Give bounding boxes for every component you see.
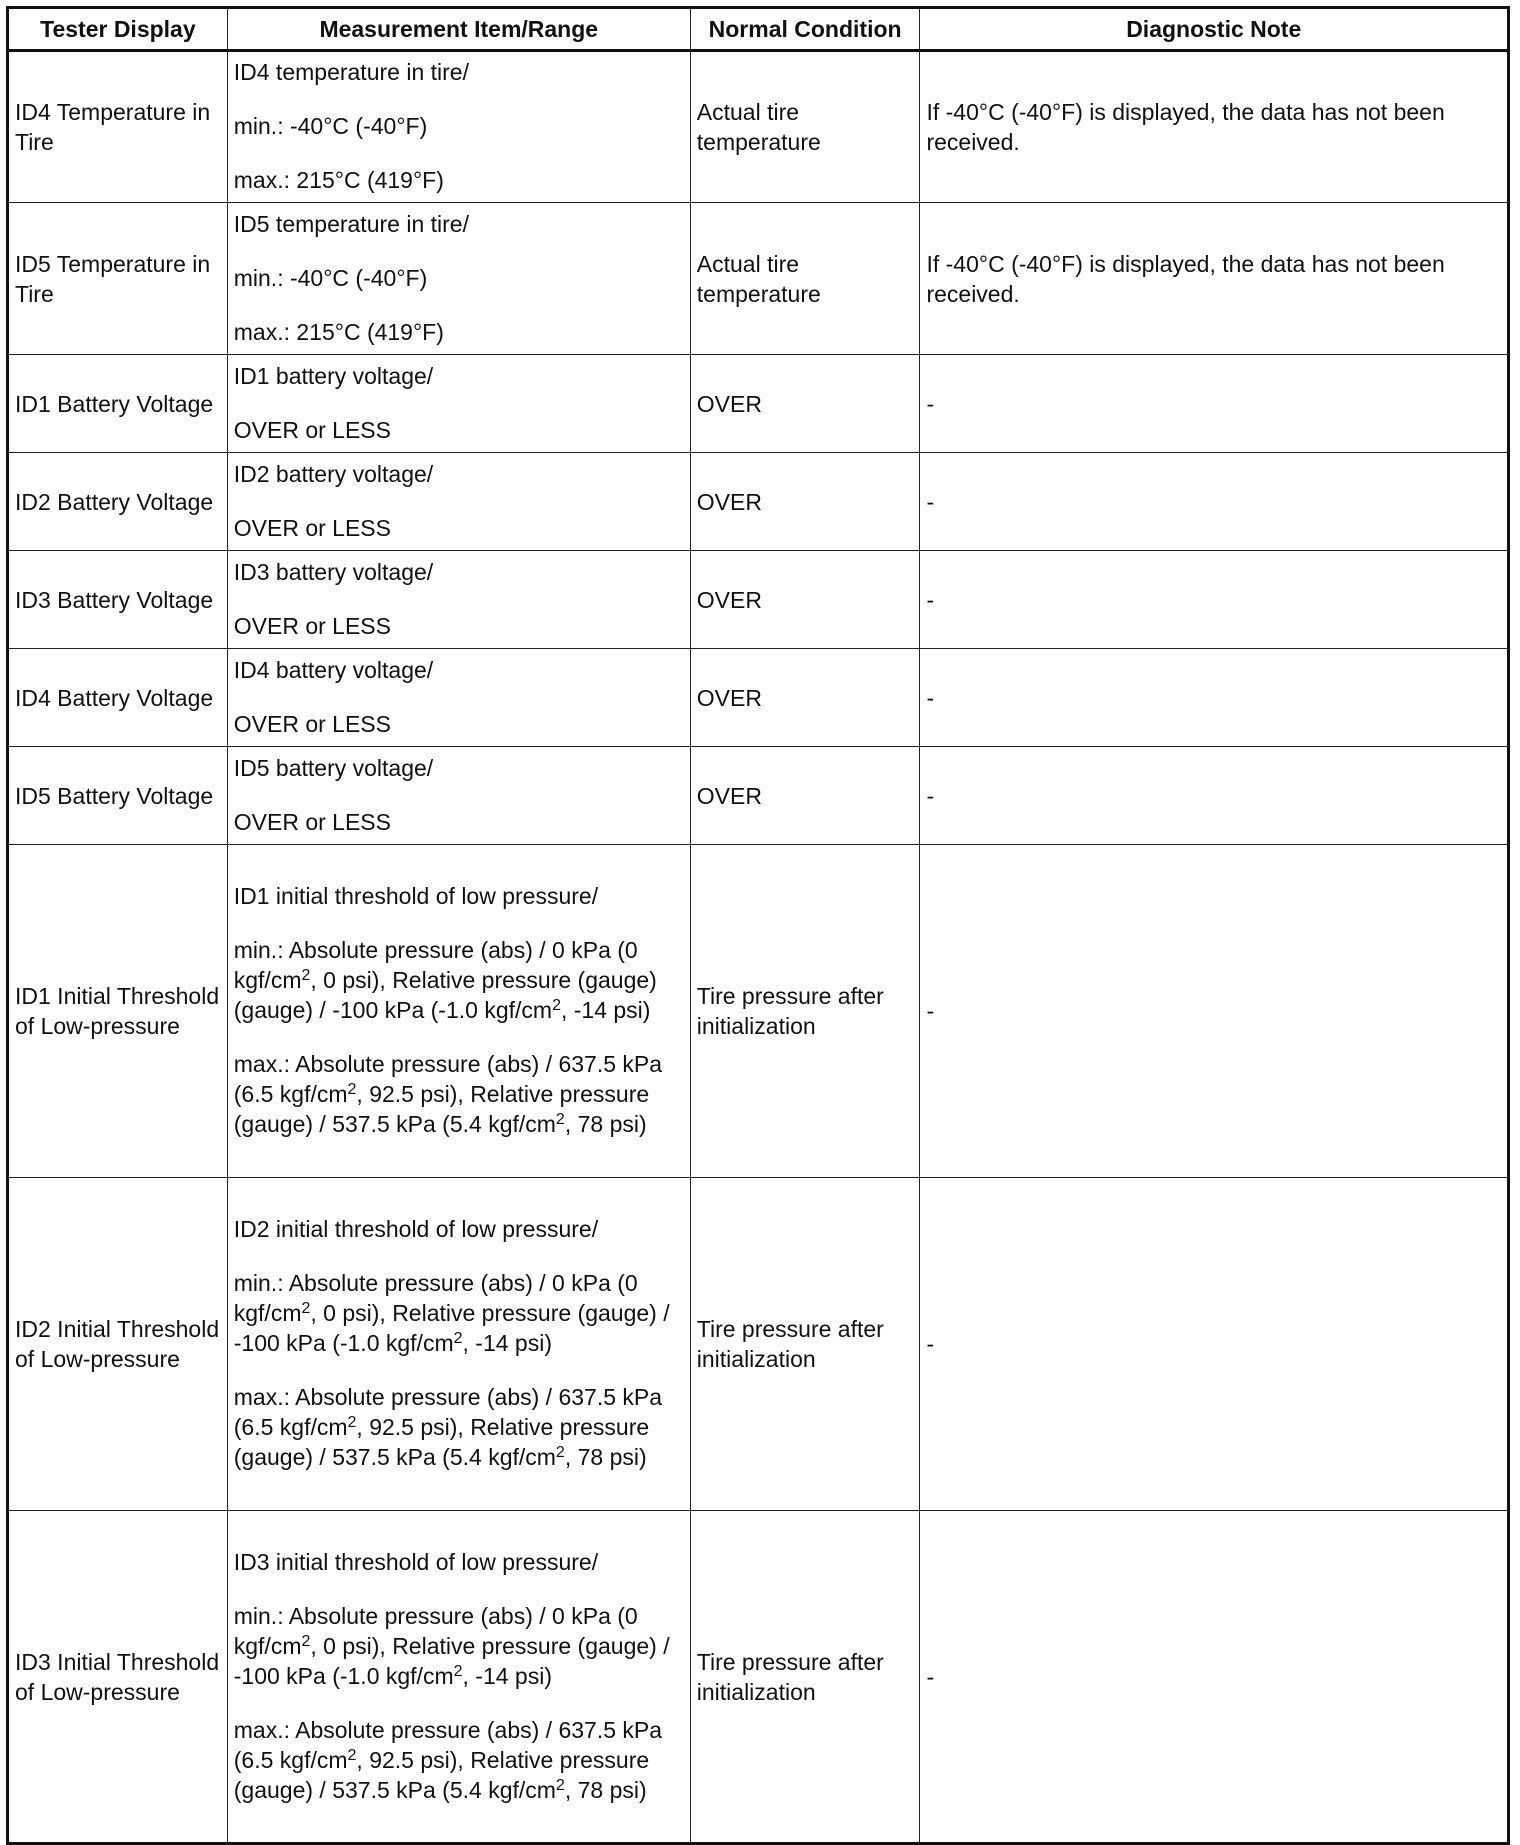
normal-condition-cell: OVER (690, 551, 920, 649)
diagnostic-note-cell: - (920, 649, 1509, 747)
tester-display-cell: ID5 Battery Voltage (8, 747, 228, 845)
diagnostic-note-cell: If -40°C (-40°F) is displayed, the data has not been received. (920, 51, 1509, 203)
range-line: ID3 initial threshold of low pressure/ (233, 1548, 599, 1575)
range-max: max.: 215°C (419°F) (233, 167, 444, 193)
table-row (8, 1511, 1509, 1844)
table-row (8, 355, 1509, 453)
table-row (8, 649, 1509, 747)
range-min: min.: -40°C (-40°F) (233, 113, 428, 139)
range-line: ID2 initial threshold of low pressure/ (233, 1216, 599, 1242)
normal-condition-cell: OVER (690, 649, 920, 747)
range-line: ID4 temperature in tire/ (233, 59, 469, 85)
range-line: ID3 battery voltage/ (233, 558, 434, 585)
range-line: ID5 temperature in tire/ (233, 210, 469, 237)
range-cell (227, 51, 690, 203)
header-normal-condition: Normal Condition (690, 8, 920, 51)
normal-condition-cell: OVER (690, 355, 920, 453)
tester-display-cell: ID1 Battery Voltage (8, 355, 228, 453)
range-min: min.: Absolute pressure (abs) / 0 kPa (0 kgf/$cm^2$, 0 psi), Relative pressure (gauge) / -100 kPa (-1.0 kgf/$cm^2$, -14 psi) (233, 1602, 670, 1689)
header-measurement-item: Measurement Item/Range (227, 8, 690, 51)
tester-display-cell: ID1 Initial Threshold of Low-pressure (8, 845, 228, 1178)
range-value: OVER or LESS (233, 514, 391, 541)
normal-condition-cell: OVER (690, 453, 920, 551)
tester-display-cell: ID2 Initial Threshold of Low-pressure (8, 1178, 228, 1511)
range-max: max.: Absolute pressure (abs) / 637.5 kPa (6.5 kgf/$cm^2$, 92.5 psi), Relative pressure (gauge) / 537.5 kPa (5.4 kgf/$cm^2$, 78 psi) (233, 1716, 663, 1803)
tester-display-cell: ID4 Temperature in Tire (8, 51, 228, 203)
range-value: OVER or LESS (233, 710, 391, 737)
normal-condition-cell: Actual tire temperature (690, 51, 920, 203)
range-min: min.: -40°C (-40°F) (233, 264, 428, 291)
range-line: ID1 initial threshold of low pressure/ (233, 883, 599, 909)
header-row (8, 8, 1509, 51)
diagnostic-table (6, 6, 1510, 1845)
range-cell (227, 203, 690, 355)
range-value: OVER or LESS (233, 612, 391, 639)
diagnostic-note-cell: - (920, 747, 1509, 845)
page (6, 6, 1510, 1845)
range-max: max.: Absolute pressure (abs) / 637.5 kPa (6.5 kgf/$cm^2$, 92.5 psi), Relative pressure (gauge) / 537.5 kPa (5.4 kgf/$cm^2$, 78 psi) (233, 1051, 663, 1137)
range-max: max.: 215°C (419°F) (233, 318, 444, 345)
range-line: ID4 battery voltage/ (233, 656, 434, 683)
range-max: max.: Absolute pressure (abs) / 637.5 kPa (6.5 kgf/$cm^2$, 92.5 psi), Relative pressure (gauge) / 537.5 kPa (5.4 kgf/$cm^2$, 78 psi) (233, 1384, 663, 1470)
range-min: min.: Absolute pressure (abs) / 0 kPa (0 kgf/$cm^2$, 0 psi), Relative pressure (gauge) (gauge) / -100 kPa (-1.0 kgf/$cm^2$, -14 psi) (233, 937, 657, 1023)
tester-display-cell: ID4 Battery Voltage (8, 649, 228, 747)
range-cell (227, 845, 690, 1178)
range-value: OVER or LESS (233, 416, 391, 443)
table-row (8, 845, 1509, 1178)
table-row (8, 203, 1509, 355)
diagnostic-note-cell: - (920, 1511, 1509, 1844)
range-value: OVER or LESS (233, 808, 391, 835)
range-cell (227, 355, 690, 453)
normal-condition-cell: Tire pressure after initialization (690, 845, 920, 1178)
range-line: ID2 battery voltage/ (233, 460, 434, 487)
tester-display-cell: ID2 Battery Voltage (8, 453, 228, 551)
range-cell (227, 1178, 690, 1511)
tester-display-cell: ID3 Battery Voltage (8, 551, 228, 649)
tester-display-cell: ID3 Initial Threshold of Low-pressure (8, 1511, 228, 1844)
normal-condition-cell: Tire pressure after initialization (690, 1178, 920, 1511)
range-cell (227, 747, 690, 845)
range-line: ID1 battery voltage/ (233, 362, 434, 389)
table-row (8, 747, 1509, 845)
table-row (8, 551, 1509, 649)
diagnostic-note-cell: If -40°C (-40°F) is displayed, the data has not been received. (920, 203, 1509, 355)
range-min: min.: Absolute pressure (abs) / 0 kPa (0 kgf/$cm^2$, 0 psi), Relative pressure (gauge) / -100 kPa (-1.0 kgf/$cm^2$, -14 psi) (233, 1270, 670, 1356)
normal-condition-cell: Actual tire temperature (690, 203, 920, 355)
normal-condition-cell: Tire pressure after initialization (690, 1511, 920, 1844)
table-row (8, 51, 1509, 203)
range-cell (227, 551, 690, 649)
range-line: ID5 battery voltage/ (233, 754, 434, 781)
table-row (8, 453, 1509, 551)
diagnostic-note-cell: - (920, 453, 1509, 551)
diagnostic-note-cell: - (920, 551, 1509, 649)
normal-condition-cell: OVER (690, 747, 920, 845)
tester-display-cell: ID5 Temperature in Tire (8, 203, 228, 355)
diagnostic-note-cell: - (920, 355, 1509, 453)
diagnostic-note-cell: - (920, 1178, 1509, 1511)
range-cell (227, 649, 690, 747)
header-tester-display: Tester Display (8, 8, 228, 51)
diagnostic-note-cell: - (920, 845, 1509, 1178)
table-row (8, 1178, 1509, 1511)
header-diagnostic-note: Diagnostic Note (920, 8, 1509, 51)
range-cell (227, 1511, 690, 1844)
range-cell (227, 453, 690, 551)
